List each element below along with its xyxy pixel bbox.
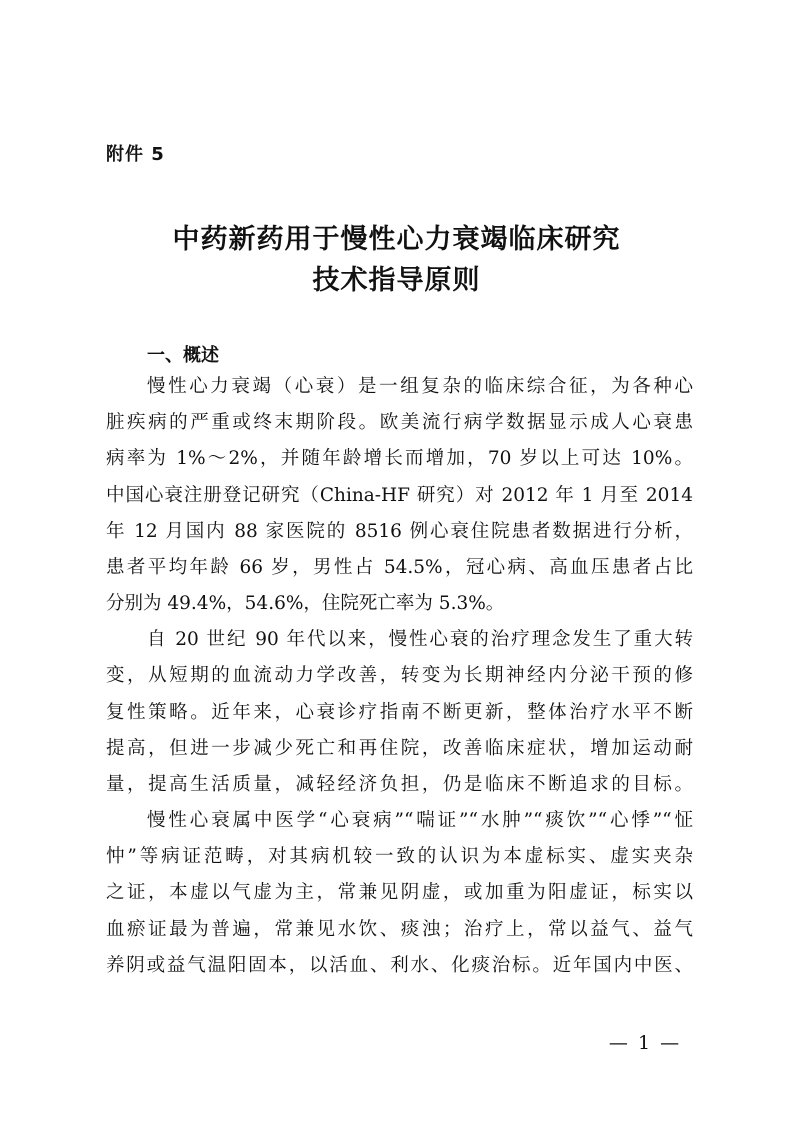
paragraph-line: 脏疾病的严重或终末期阶段。欧美流行病学数据显示成人心衰患 xyxy=(106,412,693,433)
paragraph-line: 年 12 月国内 88 家医院的 8516 例心衰住院患者数据进行分析， xyxy=(106,521,693,542)
paragraph-line: 分别为 49.4%，54.6%，住院死亡率为 5.3%。 xyxy=(106,593,505,614)
paragraph-line: 养阴或益气温阳固本，以活血、利水、化痰治标。近年国内中医、 xyxy=(106,955,693,976)
paragraph-line: 提高，但进一步减少死亡和再住院，改善临床症状，增加运动耐 xyxy=(106,738,693,759)
paragraph-line: 慢性心衰属中医学“心衰病”“喘证”“水肿”“痰饮”“心悸”“怔 xyxy=(147,810,693,831)
paragraph-line: 复性策略。近年来，心衰诊疗指南不断更新，整体治疗水平不断 xyxy=(106,702,693,723)
paragraph-line: 慢性心力衰竭（心衰）是一组复杂的临床综合征，为各种心 xyxy=(147,376,693,397)
paragraph-line: 之证，本虚以气虚为主，常兼见阴虚，或加重为阳虚证，标实以 xyxy=(106,882,693,903)
paragraph-line: 变，从短期的血流动力学改善，转变为长期神经内分泌干预的修 xyxy=(106,665,693,686)
page-number: — 1 — xyxy=(608,1032,682,1054)
paragraph-line: 血瘀证最为普遍，常兼见水饮、痰浊；治疗上，常以益气、益气 xyxy=(106,919,693,940)
paragraph-line: 自 20 世纪 90 年代以来，慢性心衰的治疗理念发生了重大转 xyxy=(147,629,693,650)
paragraph-line: 病率为 1%～2%，并随年龄增长而增加，70 岁以上可达 10%。 xyxy=(106,448,693,469)
document-title-line-1: 中药新药用于慢性心力衰竭临床研究 xyxy=(172,224,621,255)
document-title-line-2: 技术指导原则 xyxy=(312,265,481,296)
attachment-label: 附件 5 xyxy=(106,144,165,165)
paragraph-line: 患者平均年龄 66 岁，男性占 54.5%，冠心病、高血压患者占比 xyxy=(106,557,693,578)
paragraph-line: 量，提高生活质量，减轻经济负担，仍是临床不断追求的目标。 xyxy=(106,774,693,795)
paragraph-line: 中国心衰注册登记研究（China-HF 研究）对 2012 年 1 月至 2014 xyxy=(106,485,693,506)
section-heading-overview: 一、概述 xyxy=(147,345,219,366)
paragraph-line: 忡”等病证范畴，对其病机较一致的认识为本虚标实、虚实夹杂 xyxy=(106,846,693,867)
